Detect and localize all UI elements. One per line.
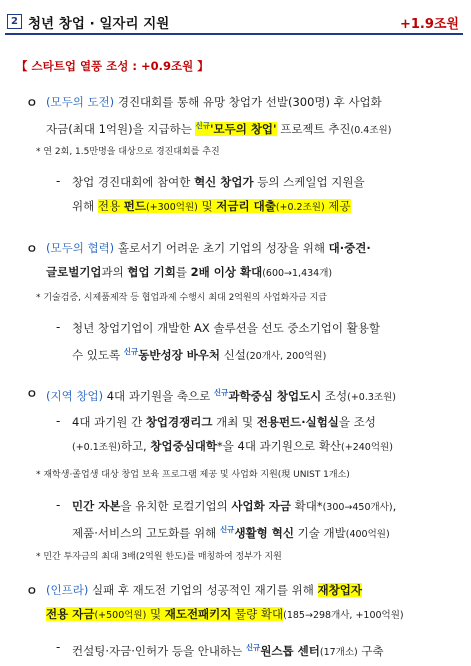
- b3-sub2-line2: 제품·서비스의 고도화를 위해 $^{신규}$생활형 혁신 기술 개발(400억원): [72, 525, 390, 540]
- b1-sub-line1: 창업 경진대회에 참여한 혁신 창업가 등의 스케일업 지원을: [72, 175, 365, 189]
- b2-line1: (모두의 협력) 홀로서기 어려운 초기 기업의 성장을 위해 대·중견·: [46, 241, 371, 255]
- subsection-title: 【 스타트업 열풍 조성 : +0.9조원 】: [16, 59, 209, 73]
- b3-footnote1: * 재학생·졸업생 대상 창업 보육 프로그램 제공 및 사업화 지원(現 UNIST 1개소): [36, 470, 350, 480]
- b2-sub-line2: 수 있도록 $^{신규}$동반성장 바우처 신설(20개사, 200억원): [72, 347, 327, 362]
- b1-sub-line2: 위해 전용 펀드(+300억원) 및 저금리 대출(+0.2조원) 제공: [72, 199, 351, 213]
- b4-line2: 전용 자금(+500억원) 및 재도전패키지 물량 확대(185→298개사, +100억원): [46, 607, 404, 621]
- bullet-circle: ㅇ: [26, 96, 38, 110]
- section-header: [5, 10, 463, 35]
- dash-marker: -: [56, 640, 61, 654]
- b2-footnote: * 기술검증, 시제품제작 등 협업과제 수행시 최대 2억원의 사업화자금 지급: [36, 293, 327, 303]
- b1-footnote: * 연 2회, 1.5만명을 대상으로 경진대회를 추진: [36, 147, 220, 157]
- b3-sub1-line2: (+0.1조원)하고, 창업중심대학*을 4대 과기원으로 확산(+240억원): [72, 439, 393, 453]
- b2-line2: 글로벌기업과의 협업 기회를 2배 이상 확대(600→1,434개): [46, 265, 333, 279]
- b3-footnote2: * 민간 투자금의 최대 3배(2억원 한도)를 매칭하여 정부가 지원: [36, 552, 282, 562]
- dash-marker: -: [56, 414, 61, 428]
- dash-marker: -: [56, 498, 61, 512]
- b1-line1: (모두의 도전) 경진대회를 통해 유망 창업가 선발(300명) 후 사업화: [46, 95, 382, 109]
- bullet-circle: ㅇ: [26, 387, 38, 401]
- b2-sub-line1: 청년 창업기업이 개발한 AX 솔루션을 선도 중소기업이 활용할: [72, 321, 380, 335]
- b1-line2: 자금(최대 1억원)을 지급하는 $^{신규}$'모두의 창업' 프로젝트 추진(0.4조원): [46, 121, 392, 136]
- b3-line1: (지역 창업) 4대 과기원을 축으로 $^{신규}$과학중심 창업도시 조성(+0.3조원): [46, 388, 396, 403]
- section-budget: +1.9조원: [399, 17, 459, 32]
- b4-line1: (인프라) 실패 후 재도전 기업의 성공적인 재기를 위해 재창업자: [46, 583, 362, 597]
- section-title: 청년 창업 · 일자리 지원: [28, 15, 170, 32]
- bullet-circle: ㅇ: [26, 242, 38, 256]
- b4-sub-line1: 컨설팅·자금·인허가 등을 안내하는 $^{신규}$원스톱 센터(17개소) 구축: [72, 643, 384, 658]
- b3-sub1-line1: 4대 과기원 간 창업경쟁리그 개최 및 전용펀드·실험실을 조성: [72, 415, 376, 429]
- b3-sub2-line1: 민간 자본을 유치한 로컬기업의 사업화 자금 확대*(300→450개사),: [72, 499, 397, 513]
- dash-marker: -: [56, 320, 61, 334]
- bullet-circle: ㅇ: [26, 584, 38, 598]
- dash-marker: -: [56, 174, 61, 188]
- section-number-box: 2: [7, 14, 22, 29]
